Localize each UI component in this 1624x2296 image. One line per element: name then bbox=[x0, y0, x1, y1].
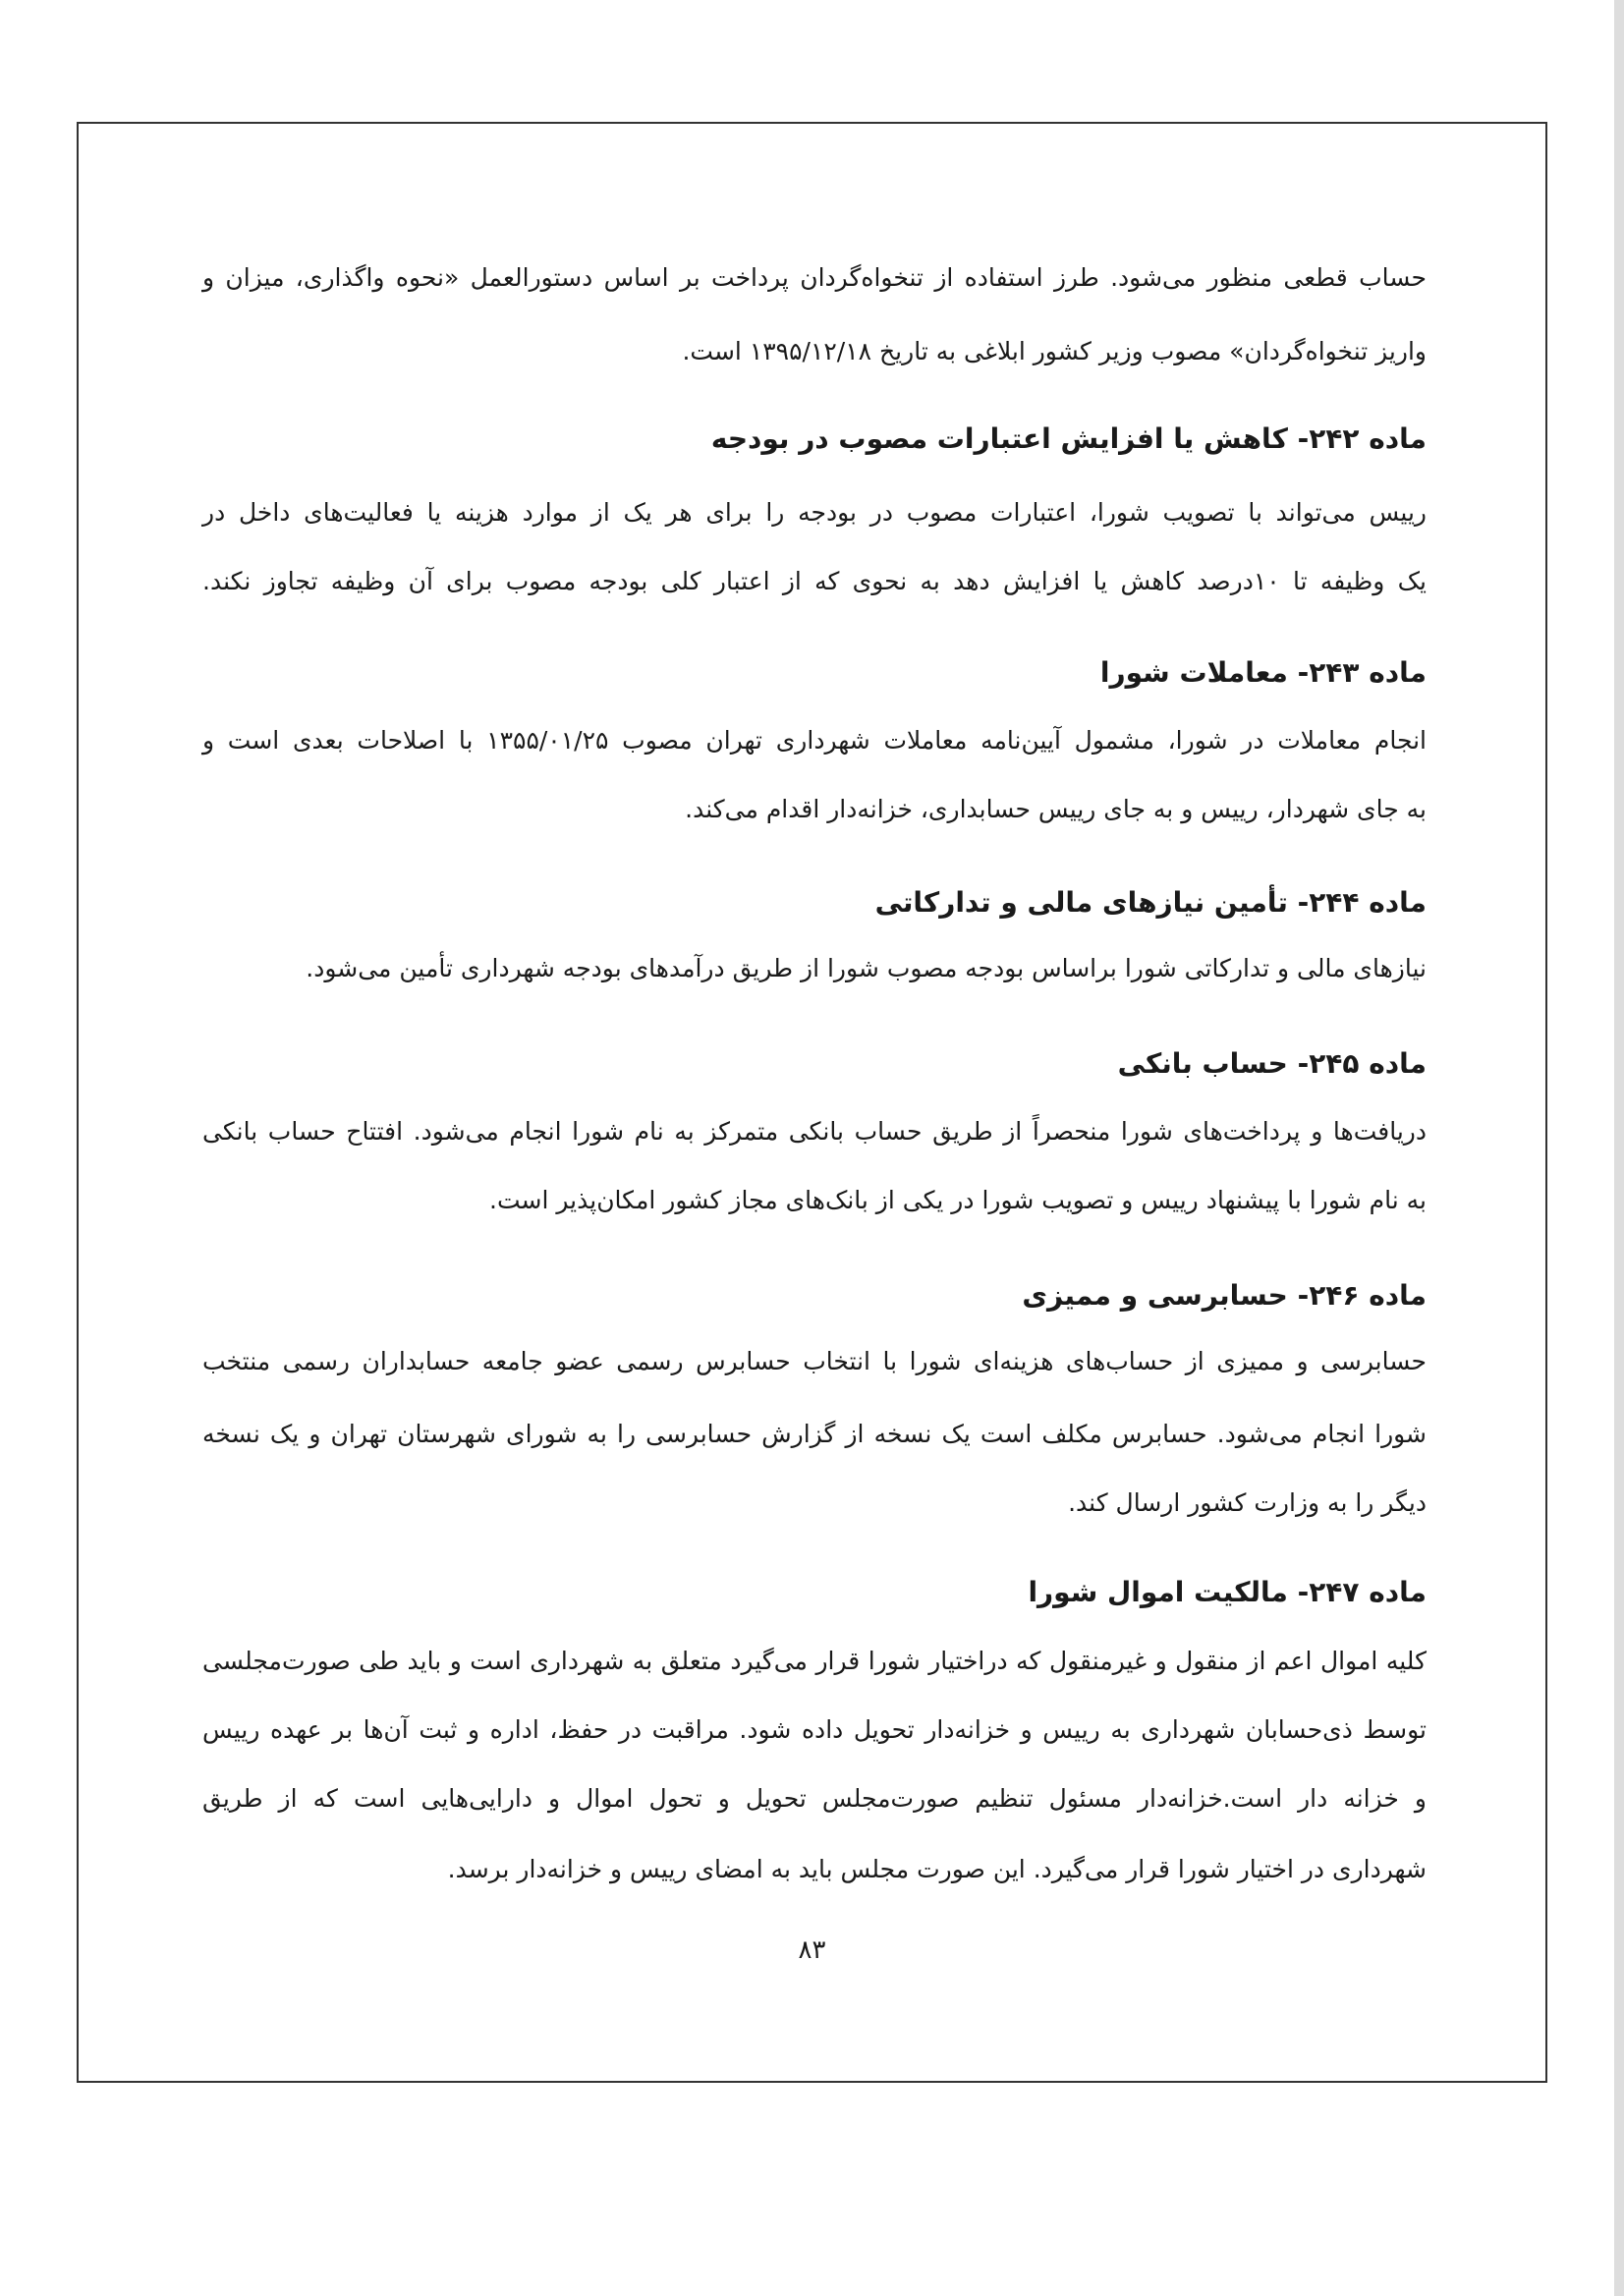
body-line: حساب قطعی منظور می‌شود. طرز استفاده از تنخواه‌گردان پرداخت بر اساس دستورالعمل «نحوه واگذاری، میزان و bbox=[202, 263, 1427, 292]
page-number: ۸۳ bbox=[798, 1935, 826, 1965]
body-line: نیازهای مالی و تدارکاتی شورا براساس بودجه مصوب شورا از طریق درآمدهای بودجه شهرداری تأمین می‌شود. bbox=[306, 954, 1427, 982]
body-line: به نام شورا با پیشنهاد رییس و تصویب شورا در یکی از بانک‌های مجاز کشور امکان‌پذیر است. bbox=[489, 1186, 1427, 1214]
body-line: شهرداری در اختیار شورا قرار می‌گیرد. این صورت مجلس باید به امضای رییس و خزانه‌دار برسد. bbox=[447, 1855, 1427, 1883]
body-line: رییس می‌تواند با تصویب شورا، اعتبارات مصوب در بودجه را برای هر یک از موارد هزینه یا فعالیت‌های داخل در bbox=[202, 498, 1427, 527]
article-heading: ماده ۲۴۳- معاملات شورا bbox=[1099, 656, 1427, 689]
body-line: شورا انجام می‌شود. حسابرس مکلف است یک نسخه از گزارش حسابرسی را به شورای شهرستان تهران و یک نسخه bbox=[202, 1420, 1427, 1448]
article-heading: ماده ۲۴۷- مالکیت اموال شورا bbox=[1028, 1576, 1427, 1608]
article-heading: ماده ۲۴۵- حساب بانکی bbox=[1117, 1047, 1427, 1080]
body-line: یک وظیفه تا ۱۰درصد کاهش یا افزایش دهد به نحوی که از اعتبار کلی بودجه مصوب برای آن وظیفه تجاوز نکند. bbox=[202, 567, 1427, 595]
body-line: حسابرسی و ممیزی از حساب‌های هزینه‌ای شورا با انتخاب حسابرس رسمی عضو جامعه حسابداران رسمی منتخب bbox=[202, 1347, 1427, 1375]
body-line: واریز تنخواه‌گردان» مصوب وزیر کشور ابلاغی به تاریخ ۱۳۹۵/۱۲/۱۸ است. bbox=[682, 337, 1427, 365]
body-line: و خزانه دار است.خزانه‌دار مسئول تنظیم صورت‌مجلس تحویل و تحول اموال و دارایی‌هایی است که از طریق bbox=[202, 1784, 1427, 1813]
body-line: دریافت‌ها و پرداخت‌های شورا منحصراً از طریق حساب بانکی متمرکز به نام شورا انجام می‌شود. افتتاح حساب بانکی bbox=[202, 1117, 1427, 1146]
body-line: دیگر را به وزارت کشور ارسال کند. bbox=[1068, 1488, 1427, 1517]
article-heading: ماده ۲۴۲- کاهش یا افزایش اعتبارات مصوب در بودجه bbox=[710, 422, 1427, 455]
article-heading: ماده ۲۴۴- تأمین نیازهای مالی و تدارکاتی bbox=[874, 886, 1427, 919]
body-line: توسط ذی‌حسابان شهرداری به رییس و خزانه‌دار تحویل داده شود. مراقبت در حفظ، اداره و ثبت آن‌ها بر عهده رییس bbox=[202, 1715, 1427, 1744]
article-heading: ماده ۲۴۶- حسابرسی و ممیزی bbox=[1022, 1279, 1427, 1312]
body-line: کلیه اموال اعم از منقول و غیرمنقول که دراختیار شورا قرار می‌گیرد متعلق به شهرداری است و باید طی صورت‌مجلسی bbox=[202, 1647, 1427, 1675]
body-line: انجام معاملات در شورا، مشمول آیین‌نامه معاملات شهرداری تهران مصوب ۱۳۵۵/۰۱/۲۵ با اصلاحات بعدی است و bbox=[202, 726, 1428, 755]
body-line: به جای شهردار، رییس و به جای رییس حسابداری، خزانه‌دار اقدام می‌کند. bbox=[685, 795, 1427, 823]
